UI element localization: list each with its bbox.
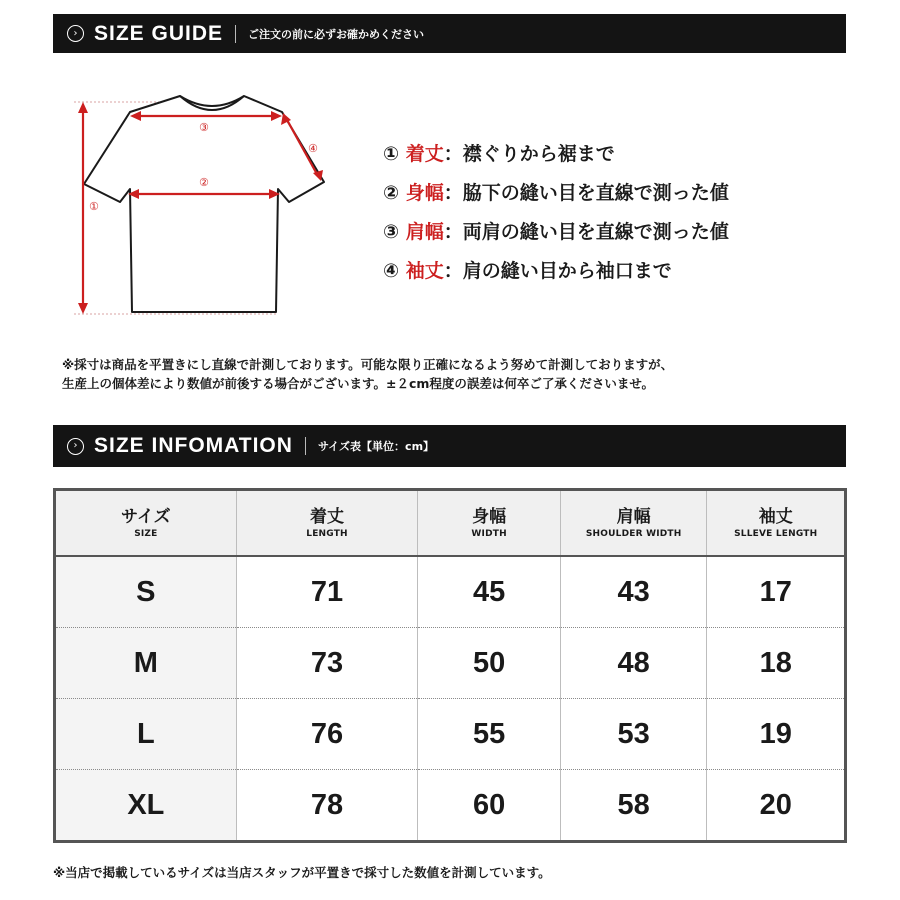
column-header-length	[236, 490, 418, 557]
size-table	[53, 488, 847, 843]
shoulder-cell: 43	[560, 556, 707, 628]
column-header-jp: 肩幅	[616, 507, 651, 527]
sleeve-cell: 20	[707, 770, 846, 842]
header-separator	[235, 25, 236, 43]
size-cell: S	[55, 556, 237, 628]
circle-chevron-right-icon: ›	[67, 25, 84, 42]
legend-description: ：襟ぐりから裾まで	[443, 143, 615, 165]
measurement-legend	[383, 138, 729, 294]
table-header-row	[55, 490, 846, 557]
legend-term: 身幅	[405, 182, 444, 204]
column-header-sleeve-length	[707, 490, 846, 557]
table-row	[55, 699, 846, 770]
legend-term: 肩幅	[405, 221, 444, 243]
marker-sleeve-length: ④	[308, 142, 318, 155]
column-header-en: LENGTH	[306, 529, 348, 539]
arrow-length	[78, 102, 88, 314]
width-cell: 50	[418, 628, 561, 699]
tshirt-measurement-diagram	[62, 86, 337, 321]
column-header-shoulder-width	[560, 490, 707, 557]
shoulder-cell: 53	[560, 699, 707, 770]
size-cell: M	[55, 628, 237, 699]
column-header-size	[55, 490, 237, 557]
footer-note: ※当店で掲載しているサイズは当店スタッフが平置きで採寸した数値を計測しています。	[53, 865, 551, 880]
measurement-note-line1: ※採寸は商品を平置きにし直線で計測しております。可能な限り正確になるよう努めて計測しておりますが、	[62, 357, 674, 372]
column-header-en: SLLEVE LENGTH	[734, 529, 818, 539]
size-cell: XL	[55, 770, 237, 842]
sleeve-cell: 18	[707, 628, 846, 699]
column-header-jp: 着丈	[310, 507, 345, 527]
marker-length: ①	[89, 200, 99, 213]
column-header-jp: 身幅	[472, 507, 507, 527]
legend-number: ④	[383, 260, 400, 282]
legend-item-length	[383, 138, 729, 177]
header-separator	[305, 437, 306, 455]
table-row	[55, 628, 846, 699]
size-info-subtitle: サイズ表【単位：cm】	[317, 440, 435, 453]
legend-description: ：両肩の縫い目を直線で測った値	[443, 221, 729, 243]
column-header-en: WIDTH	[471, 529, 507, 539]
legend-number: ②	[383, 182, 400, 204]
width-cell: 60	[418, 770, 561, 842]
length-cell: 71	[236, 556, 418, 628]
legend-item-shoulder	[383, 216, 729, 255]
shoulder-cell: 48	[560, 628, 707, 699]
marker-body-width: ②	[199, 176, 209, 189]
length-cell: 76	[236, 699, 418, 770]
size-guide-title: SIZE GUIDE	[94, 21, 224, 45]
column-header-jp: 袖丈	[758, 507, 793, 527]
size-guide-header	[53, 14, 846, 53]
column-header-en: SIZE	[134, 529, 158, 539]
shoulder-cell: 58	[560, 770, 707, 842]
legend-description: ：脇下の縫い目を直線で測った値	[443, 182, 729, 204]
sleeve-cell: 17	[759, 575, 792, 608]
measurement-note-line2: 生産上の個体差により数値が前後する場合がございます。±２cm程度の誤差は何卒ご了承くださいませ。	[62, 376, 655, 391]
sleeve-cell: 19	[707, 699, 846, 770]
width-cell: 45	[418, 556, 561, 628]
legend-term: 着丈	[405, 143, 444, 165]
size-info-header	[53, 425, 846, 467]
size-cell: L	[55, 699, 237, 770]
marker-shoulder-width: ③	[199, 121, 209, 134]
legend-item-width	[383, 177, 729, 216]
legend-number: ③	[383, 221, 400, 243]
column-header-en: SHOULDER WIDTH	[585, 529, 682, 539]
legend-number: ①	[383, 143, 400, 165]
width-cell: 55	[418, 699, 561, 770]
legend-item-sleeve	[383, 255, 729, 294]
length-cell: 73	[236, 628, 418, 699]
table-row	[55, 556, 846, 628]
size-info-title: SIZE INFOMATION	[94, 434, 293, 457]
column-header-jp: サイズ	[121, 507, 171, 527]
length-cell: 78	[236, 770, 418, 842]
table-row	[55, 770, 846, 842]
size-guide-subtitle: ご注文の前に必ずお確かめください	[248, 27, 425, 41]
column-header-width	[418, 490, 561, 557]
legend-description: ：肩の縫い目から袖口まで	[443, 260, 672, 282]
circle-chevron-right-icon: ›	[67, 438, 84, 455]
legend-term: 袖丈	[405, 260, 444, 282]
